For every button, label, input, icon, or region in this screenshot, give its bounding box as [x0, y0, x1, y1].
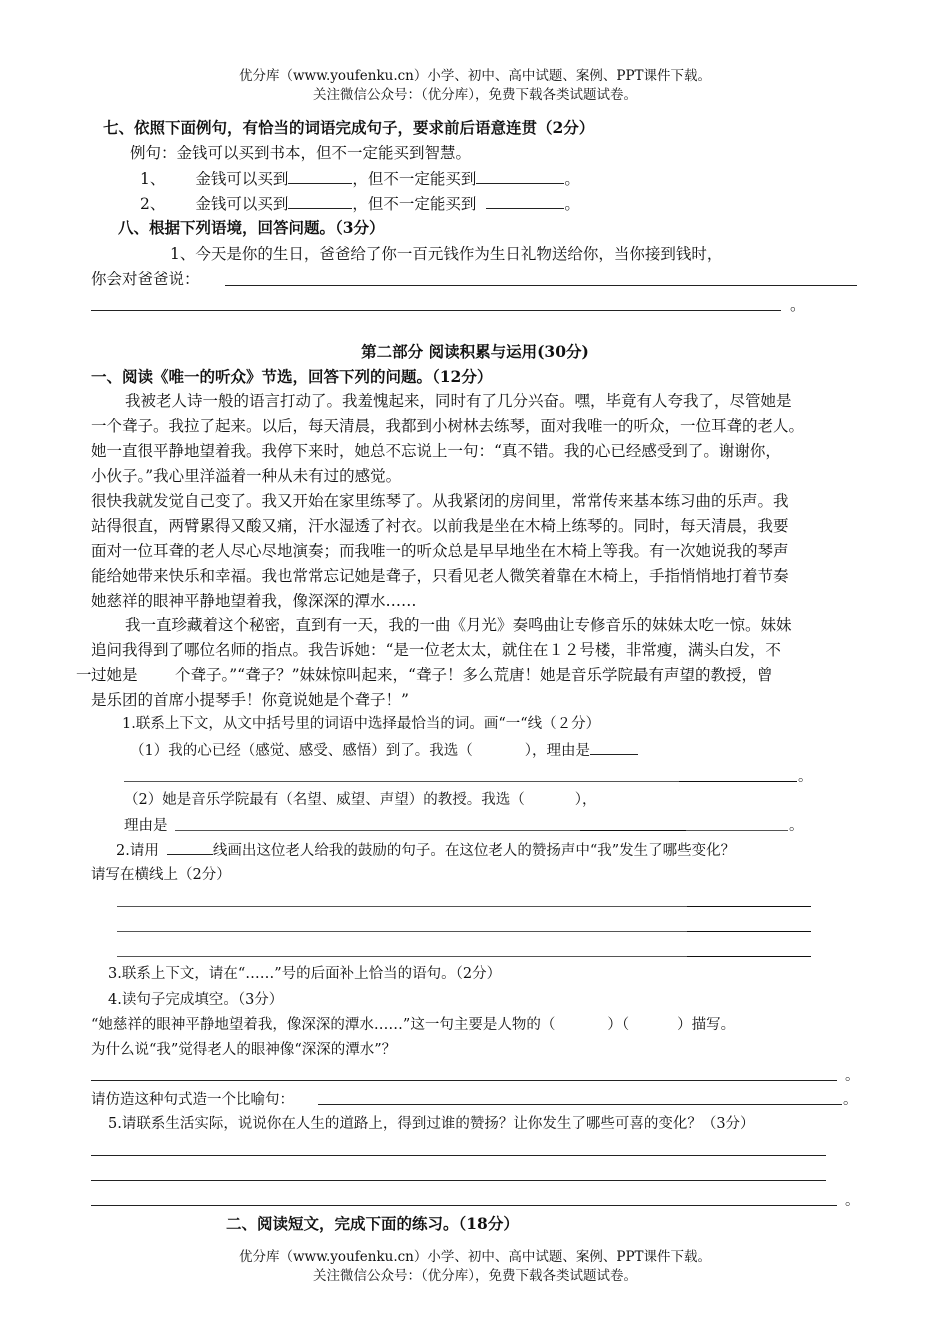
- question-text: 2.请用: [116, 843, 159, 859]
- section-8-q1-line-2: 你会对爸爸说：: [91, 270, 200, 288]
- item-text: 金钱可以买到: [195, 195, 289, 213]
- answer-line[interactable]: [687, 956, 811, 957]
- section-7-title: 七、依照下面例句，有恰当的词语完成句子，要求前后语意连贯（2分）: [103, 118, 595, 137]
- answer-line[interactable]: [91, 1155, 826, 1156]
- question-1-2: [124, 789, 596, 811]
- question-1: 1.联系上下文，从文中括号里的词语中选择最恰当的词。画“一“线（２分）: [122, 716, 601, 732]
- question-2: [116, 840, 735, 862]
- passage-line: 她一直很平静地望着我。我停下来时，她总不忘说上一句：“真不错。我的心已经感受到了。谢谢你，: [91, 442, 781, 460]
- answer-line[interactable]: [91, 310, 781, 311]
- answer-line[interactable]: [679, 781, 797, 782]
- footer-line-1: 优分库（www.youfenku.cn）小学、初中、高中试题、案例、PPT课件下载。: [238, 1249, 712, 1265]
- passage-dash: 一: [76, 666, 92, 684]
- punct: 。: [843, 1092, 858, 1108]
- answer-line[interactable]: [687, 906, 811, 907]
- passage-line: 我被老人诗一般的语言打动了。我羞愧起来，同时有了几分兴奋。嘿，毕竟有人夸我了，尽管她是: [125, 392, 792, 410]
- reading-1-title: 一、阅读《唯一的听众》节选，回答下列的问题。（12分）: [91, 367, 493, 386]
- item-number: 2、: [140, 195, 166, 213]
- passage-line: 一个聋子。我拉了起来。以后，每天清晨，我都到小树林去练琴，面对我唯一的听众，一位耳聋的老人。: [91, 417, 805, 435]
- answer-blank[interactable]: [590, 738, 638, 755]
- question-3: 3.联系上下文，请在“……”号的后面补上恰当的语句。（2分）: [108, 966, 502, 982]
- item-number: 1、: [140, 170, 166, 188]
- underline-sample: [167, 841, 213, 855]
- passage-line: 站得很直，两臂累得又酸又痛，汗水湿透了衬衣。以前我是坐在木椅上练琴的。同时，每天清晨，我要: [91, 517, 789, 535]
- punct: 。: [564, 170, 580, 188]
- question-text: ）（: [607, 1017, 630, 1033]
- answer-line[interactable]: [225, 285, 857, 286]
- question-4-sentence: [91, 1014, 735, 1036]
- section-7-example: 例句：金钱可以买到书本，但不一定能买到智慧。: [130, 144, 472, 162]
- question-5: 5.请联系生活实际，说说你在人生的道路上，得到过谁的赞扬？让你发生了哪些可喜的变化？（3分）: [108, 1116, 755, 1132]
- answer-line[interactable]: [117, 906, 687, 907]
- header-line-2: 关注微信公众号：（优分库），免费下载各类试题试卷。: [313, 87, 637, 103]
- answer-line[interactable]: [686, 830, 788, 831]
- punct: 。: [789, 818, 804, 834]
- footer-line-2: 关注微信公众号：（优分库），免费下载各类试题试卷。: [313, 1268, 637, 1284]
- answer-line[interactable]: [117, 931, 687, 932]
- passage-line: 个聋子。”“聋子？”妹妹惊叫起来，“聋子！多么荒唐！她是音乐学院最有声望的教授，曾: [175, 666, 773, 684]
- answer-blank[interactable]: [288, 192, 352, 209]
- question-4-simile: 请仿造这种句式造一个比喻句：: [91, 1092, 294, 1108]
- answer-line[interactable]: [580, 830, 686, 831]
- answer-line[interactable]: [91, 1180, 826, 1181]
- passage-line: 她慈祥的眼神平静地望着我，像深深的潭水……: [91, 592, 417, 610]
- punct: 。: [845, 1193, 860, 1209]
- question-4-why: 为什么说“我”觉得老人的眼神像“深深的潭水”？: [91, 1042, 397, 1058]
- question-2-cont: 请写在横线上（2分）: [91, 867, 231, 883]
- passage-line: 面对一位耳聋的老人尽心尽地演奏；而我唯一的听众总是早早地坐在木椅上等我。有一次她说我的琴声: [91, 542, 789, 560]
- answer-line[interactable]: [91, 1080, 837, 1081]
- passage-line: 小伙子。”我心里洋溢着一种从未有过的感觉。: [91, 467, 402, 485]
- answer-line[interactable]: [687, 931, 811, 932]
- section-8-q1-line-1: 1、今天是你的生日，爸爸给了你一百元钱作为生日礼物送给你，当你接到钱时，: [170, 245, 723, 263]
- section-7-item-1: [140, 167, 580, 190]
- answer-line[interactable]: [124, 781, 679, 782]
- part-2-title: 第二部分 阅读积累与运用(30分): [361, 342, 589, 361]
- item-text: 金钱可以买到: [195, 170, 289, 188]
- question-text: （1）我的心已经（感觉、感受、感悟）到了。我选（: [130, 743, 473, 759]
- passage-line: 很快我就发觉自己变了。我又开始在家里练琴了。从我紧闭的房间里，常常传来基本练习曲的乐声。我: [91, 492, 789, 510]
- answer-line[interactable]: [175, 830, 580, 831]
- answer-blank[interactable]: [486, 192, 564, 209]
- answer-blank[interactable]: [288, 167, 352, 184]
- passage-line: 追问我得到了哪位名师的指点。我告诉她：“是一位老太太，就住在１２号楼，非常瘦，满头白发，不: [91, 641, 781, 659]
- punct: 。: [845, 1068, 860, 1084]
- passage-line: 我一直珍藏着这个秘密，直到有一天，我的一曲《月光》奏鸣曲让专修音乐的妹妹太吃一惊。妹妹: [125, 616, 792, 634]
- answer-line[interactable]: [318, 1104, 842, 1105]
- question-text: ）描写。: [677, 1017, 736, 1033]
- punct: 。: [564, 195, 580, 213]
- answer-blank[interactable]: [476, 167, 564, 184]
- reason-label: 理由是: [124, 818, 168, 834]
- question-4: 4.读句子完成填空。（3分）: [108, 992, 284, 1008]
- section-7-item-2: [140, 192, 580, 215]
- answer-line[interactable]: [91, 1205, 837, 1206]
- question-text: 线画出这位老人给我的鼓励的句子。在这位老人的赞扬声中“我”发生了哪些变化？: [212, 843, 736, 859]
- passage-line: 能给她带来快乐和幸福。我也常常忘记她是聋子，只看见老人微笑着靠在木椅上，手指悄悄地打着节奏: [91, 567, 789, 585]
- passage-line: 是乐团的首席小提琴手！你竟说她是个聋子！”: [91, 691, 409, 709]
- question-text: “她慈祥的眼神平静地望着我，像深深的潭水……”这一句主要是人物的（: [91, 1017, 556, 1033]
- header-line-1: 优分库（www.youfenku.cn）小学、初中、高中试题、案例、PPT课件下载。: [238, 68, 712, 84]
- answer-line[interactable]: [117, 956, 687, 957]
- punct: 。: [790, 296, 806, 314]
- reading-2-title: 二、阅读短文，完成下面的练习。（18分）: [226, 1214, 519, 1233]
- question-text: ），: [574, 792, 597, 808]
- question-1-1: [130, 738, 638, 762]
- passage-line: 过她是: [91, 666, 138, 684]
- question-text: （2）她是音乐学院最有（名望、威望、声望）的教授。我选（: [124, 792, 525, 808]
- punct: 。: [798, 769, 813, 785]
- section-8-title: 八、根据下列语境，回答问题。（3分）: [118, 218, 385, 237]
- question-text: ），理由是: [524, 743, 590, 759]
- item-text: ，但不一定能买到: [352, 195, 477, 213]
- item-text: ，但不一定能买到: [352, 170, 477, 188]
